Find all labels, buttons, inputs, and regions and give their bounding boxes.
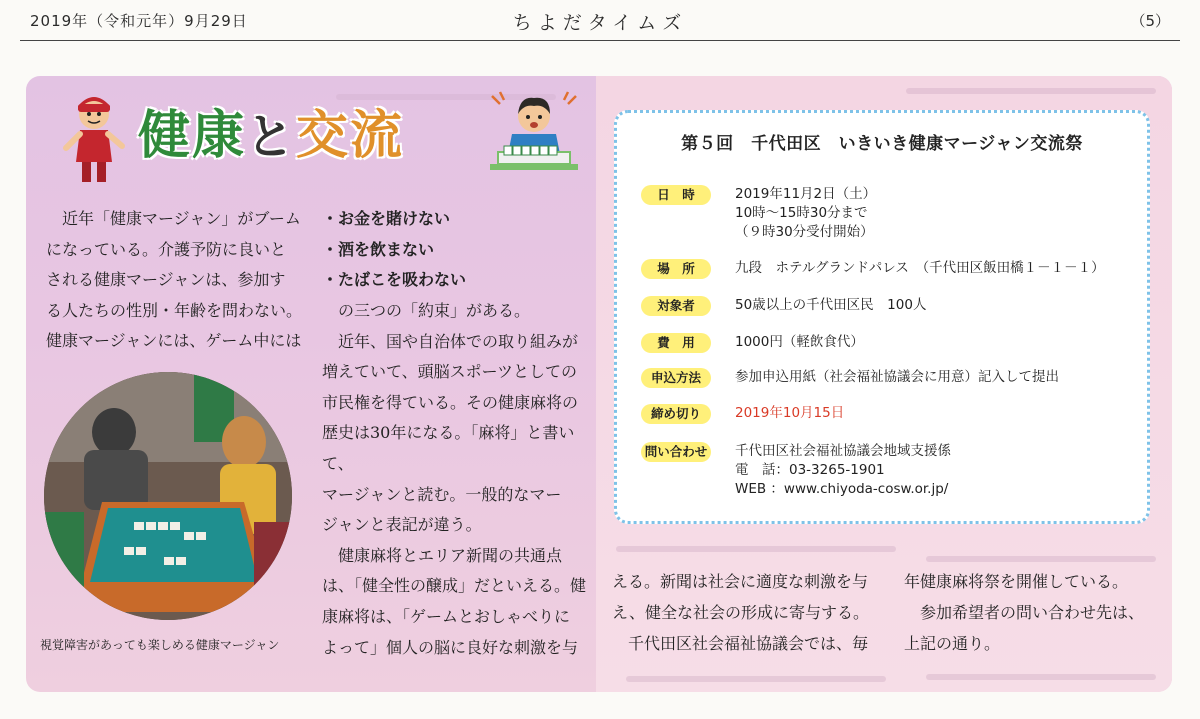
row-value: 1000円（軽飲食代） [735,334,864,350]
paragraph: 近年、国や自治体での取り組みが [338,331,579,351]
event-title: 第５回 千代田区 いきいき健康マージャン交流祭 [681,134,1083,154]
paragraph: 近年「健康マージャン」がブーム [62,209,301,228]
row-label: 場 所 [641,259,711,279]
mahjong-player-illustration [484,90,584,176]
row-label: 日 時 [641,185,711,205]
row-label: 対象者 [641,296,711,316]
row-value: 50歳以上の千代田区民 100人 [735,297,927,313]
row-value: 千代田区社会福祉協議会地域支援係 [735,443,951,459]
row-label: 問い合わせ [641,442,711,462]
background-print [906,88,1156,94]
newspaper-header [0,0,1200,48]
paragraph: 市民権を得ている。その健康麻将の [322,392,579,412]
paragraph: 上記の通り。 [904,634,1001,653]
heading-and: と [246,109,297,165]
paragraph: よって」個人の脳に良好な刺激を与 [322,637,579,657]
list-item: ・酒を飲まない [322,239,435,259]
row-value: 九段 ホテルグランドパレス （千代田区飯田橋１－１－１） [735,260,1105,276]
background-print [616,546,896,552]
paragraph: 歴史は30年になる。「麻将」と書いて、 [322,423,575,473]
paragraph: マージャンと読む。一般的なマー [322,484,562,504]
phone-value: 電 話：03-3265-1901 [735,462,885,478]
header-rule [20,40,1180,41]
event-info-box [614,110,1150,524]
paragraph: 千代田区社会福祉協議会では、毎 [628,634,869,653]
mascot-illustration [60,90,130,190]
paragraph: 増えていて、頭脳スポーツとしての [322,362,578,382]
paragraph: になっている。介護予防に良いと [46,239,287,259]
heading-health: 健康 [138,106,247,166]
paragraph: 年健康麻将祭を開催している。 [904,572,1129,591]
paragraph: 健康マージャンには、ゲーム中には [46,331,302,351]
row-label: 申込方法 [641,368,711,388]
paragraph: 康麻将は、「ゲームとおしゃべりに [322,606,571,626]
paragraph: る人たちの性別・年齢を問わない。 [46,300,303,320]
row-value: 10時～15時30分まで [735,205,868,221]
paragraph: される健康マージャンは、参加す [46,270,286,290]
article-column-3 [612,566,902,659]
row-value: 2019年11月2日（土） [735,186,877,202]
web-value: WEB ：www.chiyoda-cosw.or.jp/ [735,481,949,497]
article-column-4 [904,566,1164,659]
list-item: ・たばこを吸わない [322,270,467,290]
article-column-2 [322,296,592,663]
paragraph: 健康麻将とエリア新聞の共通点 [338,545,563,565]
article-panel [26,76,1172,692]
paragraph: 参加希望者の問い合わせ先は、 [920,603,1145,622]
paragraph: え、健全な社会の形成に寄与する。 [612,603,869,622]
background-print [926,556,1156,562]
newspaper-title: ちよだタイムズ [512,12,688,34]
paragraph: の三つの「約束」がある。 [338,301,531,320]
list-item: ・お金を賭けない [322,209,451,228]
heading-exchange: 交流 [296,106,405,166]
row-label: 費 用 [641,333,711,353]
article-column-1 [46,204,320,357]
mahjong-scene-image [44,372,292,620]
paragraph: ジャンと表記が違う。 [322,515,482,535]
row-label: 締め切り [641,404,711,424]
page-number: （5） [1130,12,1170,30]
promises-list [322,204,582,296]
article-heading [138,106,404,167]
row-value: 参加申込用紙（社会福祉協議会に用意）記入して提出 [735,369,1059,385]
background-print [626,676,886,682]
background-print [926,674,1156,680]
paragraph: える。新聞は社会に適度な刺激を与 [612,572,869,591]
issue-date: 2019年（令和元年）9月29日 [30,12,248,30]
row-value: （９時30分受付開始） [735,224,874,240]
paragraph: は、「健全性の醸成」だといえる。健 [322,576,587,596]
deadline-value: 2019年10月15日 [735,405,845,421]
photo-caption: 視覚障害があっても楽しめる健康マージャン [40,638,280,652]
mahjong-photo [44,372,292,620]
